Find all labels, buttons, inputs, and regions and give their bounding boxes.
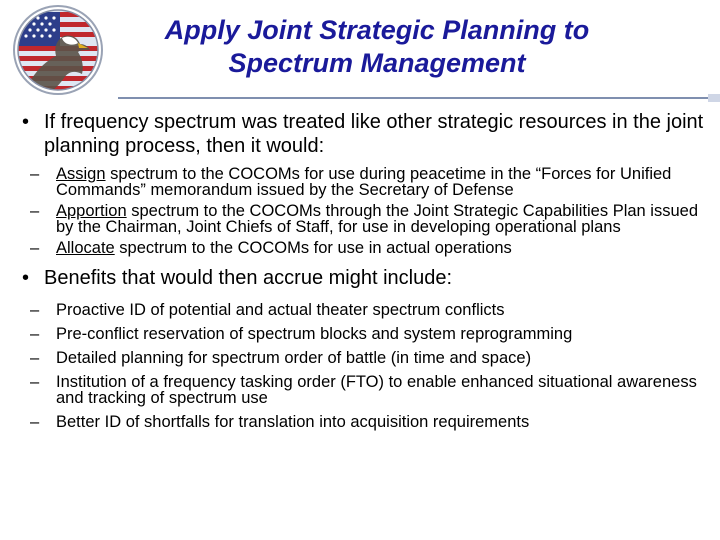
slide-body (22, 110, 712, 438)
list-item (22, 240, 712, 256)
title-divider (118, 97, 720, 99)
sub-keyword: Apportion (56, 202, 127, 220)
bullet-dot-icon: • (22, 111, 30, 133)
bullet-1-text: If frequency spectrum was treated like other strategic resources in the joint planning process, then it would: (44, 111, 704, 157)
sub-text: Better ID of shortfalls for translation into acquisition requirements (56, 413, 530, 431)
list-item (22, 374, 712, 406)
bullet-1 (22, 110, 712, 158)
sub-text: spectrum to the COCOMs for use during peacetime in the “Forces for Unified Commands” memorandum issued by the Secretary of Defense (56, 165, 672, 199)
dash-icon: – (30, 202, 40, 220)
dash-icon: – (30, 165, 40, 183)
dash-icon: – (30, 349, 40, 367)
bullet-2-text: Benefits that would then accrue might include: (44, 267, 453, 289)
list-item (22, 302, 712, 318)
sub-text: spectrum to the COCOMs through the Joint Strategic Capabilities Plan issued by the Chairman, Joint Chiefs of Staff, for use in developing operational plans (56, 202, 698, 236)
bullet-dot-icon: • (22, 267, 30, 289)
dash-icon: – (30, 373, 40, 391)
sub-text: Pre-conflict reservation of spectrum blocks and system reprogramming (56, 325, 573, 343)
bullet-1-subitems (22, 166, 712, 256)
title-divider-end (708, 94, 720, 102)
sub-keyword: Allocate (56, 239, 115, 257)
bullet-2 (22, 266, 712, 290)
list-item (22, 350, 712, 366)
dash-icon: – (30, 325, 40, 343)
dash-icon: – (30, 413, 40, 431)
sub-text: spectrum to the COCOMs for use in actual operations (114, 239, 512, 257)
sub-text: Detailed planning for spectrum order of battle (in time and space) (56, 349, 532, 367)
dash-icon: – (30, 301, 40, 319)
sub-keyword: Assign (56, 165, 106, 183)
page-title: Apply Joint Strategic Planning to Spectrum Management (164, 15, 590, 78)
sub-text: Proactive ID of potential and actual theater spectrum conflicts (56, 301, 505, 319)
bullet-2-subitems (22, 302, 712, 430)
sub-text: Institution of a frequency tasking order (FTO) to enable enhanced situational awareness and tracking of spectrum use (56, 373, 697, 407)
list-item (22, 166, 712, 198)
list-item (22, 414, 712, 430)
dash-icon: – (30, 239, 40, 257)
eagle-seal-icon (4, 4, 112, 96)
list-item (22, 326, 712, 342)
list-item (22, 203, 712, 235)
